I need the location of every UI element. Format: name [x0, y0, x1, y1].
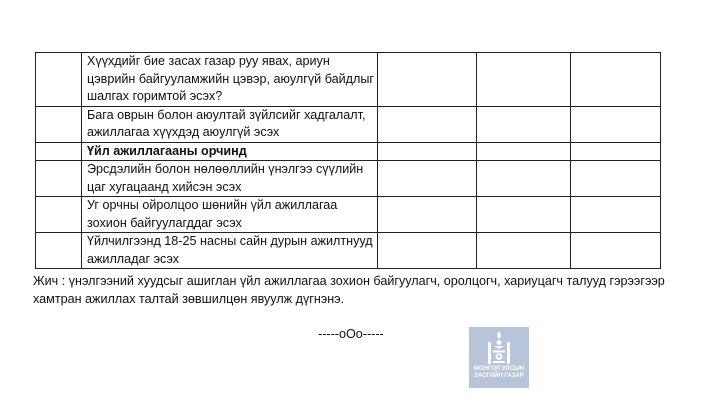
government-seal — [469, 327, 529, 388]
answer-cell — [378, 142, 477, 161]
answer-cell — [571, 197, 661, 233]
answer-cell — [477, 106, 571, 142]
criterion-cell: Хүүхдийг бие засах газар руу явах, ариун цэврийн байгууламжийн цэвэр, аюулгүй байдлыг шалгах горимтой эсэх? — [82, 53, 378, 107]
checklist-table — [35, 52, 661, 269]
answer-cell — [571, 142, 661, 161]
answer-cell — [571, 53, 661, 107]
answer-cell — [378, 233, 477, 269]
document-end-mark: -----oOo----- — [318, 327, 384, 341]
row-number-cell — [36, 106, 82, 142]
criterion-cell: Эрсдэлийн болон нөлөөллийн үнэлгээ сүүлийн цаг хугацаанд хийсэн эсэх — [82, 161, 378, 197]
table-row — [36, 197, 661, 233]
answer-cell — [571, 106, 661, 142]
row-number-cell — [36, 161, 82, 197]
table-row — [36, 161, 661, 197]
answer-cell — [571, 233, 661, 269]
criterion-cell: Бага оврын болон аюултай зүйлсийг хадгалалт, ажиллагаа хүүхдэд аюулгүй эсэх — [82, 106, 378, 142]
row-number-cell — [36, 142, 82, 161]
seal-caption-line-2: ЗАСГИЙН ГАЗАР — [474, 373, 524, 379]
row-number-cell — [36, 197, 82, 233]
answer-cell — [477, 161, 571, 197]
answer-cell — [477, 53, 571, 107]
answer-cell — [477, 233, 571, 269]
answer-cell — [477, 142, 571, 161]
table-row — [36, 53, 661, 107]
answer-cell — [378, 106, 477, 142]
table-row — [36, 106, 661, 142]
table-row — [36, 142, 661, 161]
row-number-cell — [36, 53, 82, 107]
seal-caption-line-1: МОНГОЛ УЛСЫН — [474, 366, 524, 372]
answer-cell — [571, 161, 661, 197]
table-row — [36, 233, 661, 269]
footnote-text: Жич : үнэлгээний хуудсыг ашиглан үйл ажиллагаа зохион байгуулагч, оролцогч, хариуцагч талууд гэрээгээр хамтран ажиллах талтай зөвшилцөн явуулж дүгнэнэ. — [33, 274, 665, 306]
section-heading-cell: Үйл ажиллагааны орчинд — [82, 142, 378, 161]
answer-cell — [378, 161, 477, 197]
criterion-cell: Үйлчилгээнд 18-25 насны сайн дурын ажилтнууд ажилладаг эсэх — [82, 233, 378, 269]
answer-cell — [378, 197, 477, 233]
answer-cell — [477, 197, 571, 233]
row-number-cell — [36, 233, 82, 269]
answer-cell — [378, 53, 477, 107]
criterion-cell: Уг орчны ойролцоо шөнийн үйл ажиллагаа зохион байгуулагддаг эсэх — [82, 197, 378, 233]
soyombo-emblem-icon — [469, 330, 529, 366]
